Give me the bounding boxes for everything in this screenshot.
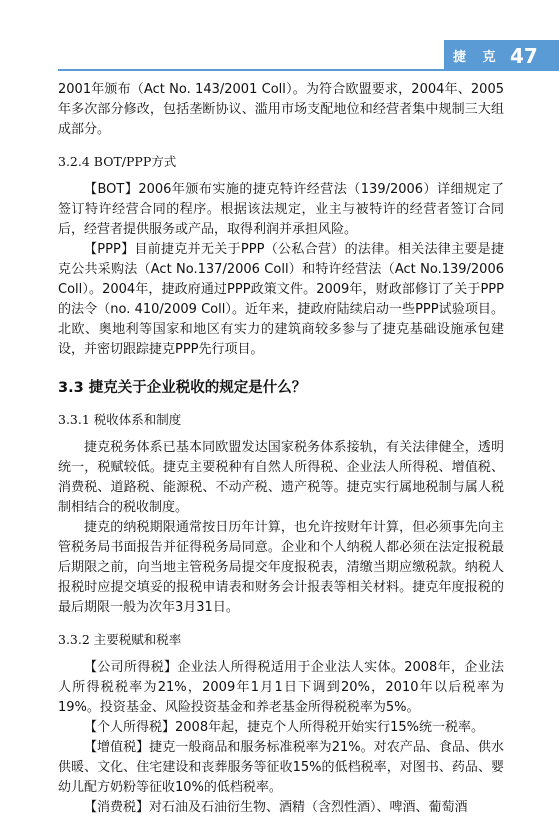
paragraph: 捷克的纳税期限通常按日历年计算，也允许按财年计算，但必须事先向主管税务局书面报告并征得税务局同意。企业和个人纳税人都必须在法定报税最后期限之前，向当地主管税务局提交年度报税表，清缴当期应缴税款。纳税人报税时应提交填妥的报税申请表和财务会计报表等相关材料。捷克年度报税的最后期限一般为次年3月31日。 <box>58 520 504 615</box>
subsection-heading: 3.3.2 主要税赋和税率 <box>58 632 182 647</box>
header-rule <box>58 69 559 71</box>
paragraph: 2001年颁布（Act No. 143/2001 Coll）。为符合欧盟要求，2004年、2005年多次部分修改，包括垄断协议、滥用市场支配地位和经营者集中规制三大组成部分。 <box>58 82 504 137</box>
paragraph: 【增值税】捷克一般商品和服务标准税率为21%。对农产品、食品、供水供暖、文化、住宅建设和丧葬服务等征收15%的低档税率，对图书、药品、婴幼儿配方奶粉等征收10%的低档税率。 <box>58 740 504 795</box>
chapter-label: 捷 克 <box>453 50 502 65</box>
page-body <box>58 80 504 818</box>
subsection-heading: 3.2.4 BOT/PPP方式 <box>58 154 177 169</box>
page-number: 47 <box>510 44 538 68</box>
paragraph: 【公司所得税】企业法人所得税适用于企业法人实体。2008年，企业法人所得税税率为21%，2009年1月1日下调到20%，2010年以后税率为19%。投资基金、风险投资基金和养老基金所得税税率为5%。 <box>58 660 504 715</box>
paragraph: 捷克税务体系已基本同欧盟发达国家税务体系接轨，有关法律健全，透明统一，税赋较低。捷克主要税种有自然人所得税、企业法人所得税、增值税、消费税、道路税、能源税、不动产税、遗产税等。捷克实行属地税制与属人税制相结合的税收制度。 <box>58 440 504 515</box>
paragraph: 【个人所得税】2008年起，捷克个人所得税开始实行15%统一税率。 <box>84 720 484 735</box>
paragraph: 【PPP】目前捷克并无关于PPP（公私合营）的法律。相关法律主要是捷克公共采购法（Act No.137/2006 Coll）和特许经营法（Act No.139/2006 Coll）。2004年，捷政府通过PPP政策文件。2009年，财政部修订了关于PPP的法令（no. 410/2009 Coll）。近年来，捷政府陆续启动一些PPP试验项目。北欧、奥地利等国家和地区有实力的建筑商较多参与了捷克基础设施承包建设，并密切跟踪捷克PPP先行项目。 <box>58 242 504 357</box>
paragraph: 【消费税】对石油及石油衍生物、酒精（含烈性酒）、啤酒、葡萄酒 <box>84 800 468 815</box>
paragraph: 【BOT】2006年颁布实施的捷克特许经营法（139/2006）详细规定了签订特许经营合同的程序。根据该法规定，业主与被特许的经营者签订合同后，经营者提供服务或产品，取得利润并承担风险。 <box>58 182 504 237</box>
subsection-heading: 3.3.1 税收体系和制度 <box>58 412 182 427</box>
section-heading: 3.3 捷克关于企业税收的规定是什么？ <box>58 380 307 396</box>
